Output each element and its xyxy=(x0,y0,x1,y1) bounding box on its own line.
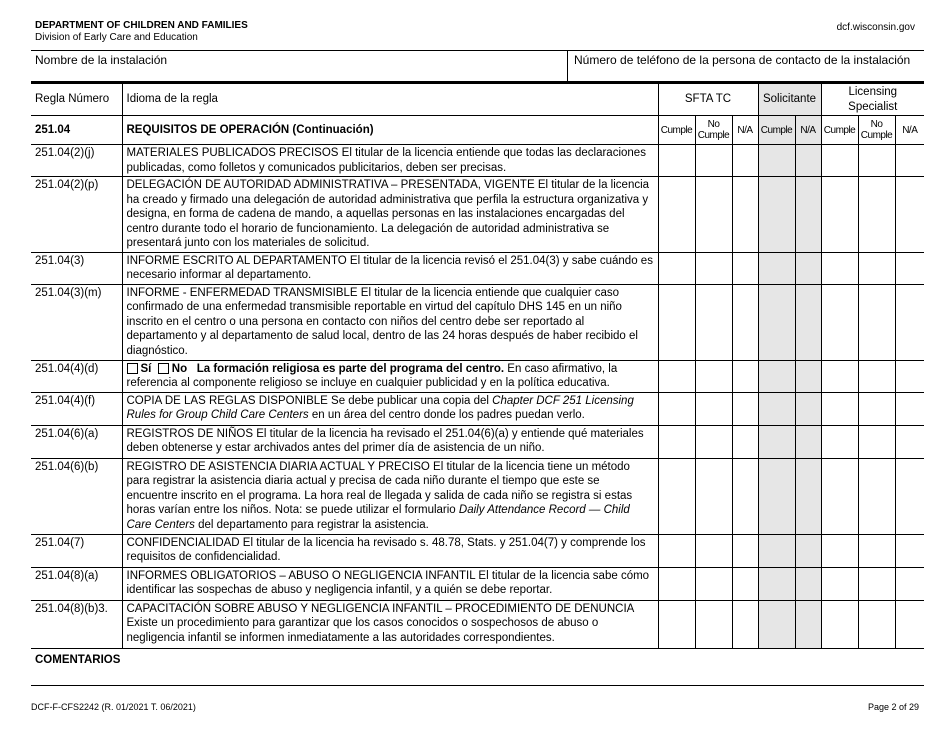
check-cell[interactable] xyxy=(658,567,695,600)
check-cell[interactable] xyxy=(658,360,695,392)
check-cell[interactable] xyxy=(658,177,695,253)
check-cell[interactable] xyxy=(858,145,895,177)
department-name: DEPARTMENT OF CHILDREN AND FAMILIES xyxy=(35,20,248,31)
sub-na: N/A xyxy=(895,116,924,145)
table-row xyxy=(31,600,924,648)
col-rule-language: Idioma de la regla xyxy=(122,84,658,116)
check-cell[interactable] xyxy=(732,360,758,392)
check-cell[interactable] xyxy=(895,284,924,360)
rule-number: 251.04(6)(a) xyxy=(31,425,122,458)
rule-text: DELEGACIÓN DE AUTORIDAD ADMINISTRATIVA – PRESENTADA, VIGENTE El titular de la licencia ha creado y firmado una delegación de autoridad administrativa que perfila la estructura organizativa y designa, en forma de cadena de mando, a aquellas personas en las instalaciones encargadas del centro durante todo el horario de funcionamiento. La delegación de autoridad administrativa se presentará junto con los materiales de solicitud. xyxy=(122,177,658,253)
table-row xyxy=(31,252,924,284)
check-cell[interactable] xyxy=(795,425,821,458)
check-cell[interactable] xyxy=(858,284,895,360)
table-row xyxy=(31,458,924,534)
table-row xyxy=(31,567,924,600)
check-cell[interactable] xyxy=(695,177,732,253)
check-cell[interactable] xyxy=(658,600,695,648)
table-row xyxy=(31,534,924,567)
check-cell[interactable] xyxy=(858,600,895,648)
division-name: Division of Early Care and Education xyxy=(35,32,198,43)
no-label: No xyxy=(171,362,188,375)
check-cell[interactable] xyxy=(858,534,895,567)
check-cell[interactable] xyxy=(658,252,695,284)
check-cell[interactable] xyxy=(758,252,795,284)
check-cell[interactable] xyxy=(795,145,821,177)
rule-text xyxy=(122,458,658,534)
check-cell[interactable] xyxy=(895,567,924,600)
si-checkbox[interactable] xyxy=(127,363,138,374)
sub-no-cumple: No Cumple xyxy=(695,116,732,145)
si-label: Sí xyxy=(140,362,152,375)
check-cell[interactable] xyxy=(895,458,924,534)
sub-cumple: Cumple xyxy=(758,116,795,145)
check-cell[interactable] xyxy=(758,567,795,600)
table-row xyxy=(31,425,924,458)
table-row xyxy=(31,177,924,253)
check-cell[interactable] xyxy=(795,600,821,648)
check-cell[interactable] xyxy=(758,534,795,567)
check-cell[interactable] xyxy=(821,145,858,177)
check-cell[interactable] xyxy=(821,600,858,648)
check-cell[interactable] xyxy=(795,177,821,253)
comments-label: COMENTARIOS xyxy=(35,654,121,666)
sub-cumple: Cumple xyxy=(658,116,695,145)
check-cell[interactable] xyxy=(658,284,695,360)
rule-text-italic: Chapter DCF 251 Licensing Rules for Group Child Care Centers xyxy=(126,394,634,421)
check-cell[interactable] xyxy=(732,600,758,648)
check-cell[interactable] xyxy=(732,567,758,600)
rule-text-italic: Daily Attendance Record — Child Care Centers xyxy=(126,504,630,531)
section-row xyxy=(31,116,924,145)
check-cell[interactable] xyxy=(658,392,695,425)
religious-detail: En caso afirmativo, la referencia al componente religioso se incluye en cualquier publicidad y en la política educativa. xyxy=(126,362,618,389)
check-cell[interactable] xyxy=(821,392,858,425)
table-row xyxy=(31,360,924,392)
check-cell[interactable] xyxy=(732,284,758,360)
check-cell[interactable] xyxy=(732,534,758,567)
check-cell[interactable] xyxy=(695,567,732,600)
facility-info-row xyxy=(31,50,924,83)
rule-text-part: COPIA DE LAS REGLAS DISPONIBLE Se debe publicar una copia del xyxy=(126,394,493,407)
check-cell[interactable] xyxy=(732,458,758,534)
check-cell[interactable] xyxy=(821,177,858,253)
check-cell[interactable] xyxy=(758,425,795,458)
check-cell[interactable] xyxy=(695,458,732,534)
rule-text-part: REGISTRO DE ASISTENCIA DIARIA ACTUAL Y PRECISO El titular de la licencia tiene un método para registrar la asistencia diaria actual y precisa de cada niño durante el tiempo que este se encuentre inscrito en el programa. La hora real de llegada y salida de cada niño se registra si estas horas varían entre los niños. Nota: se puede utilizar el formulario xyxy=(126,460,633,516)
check-cell[interactable] xyxy=(758,284,795,360)
rule-number: 251.04(3) xyxy=(31,252,122,284)
check-cell[interactable] xyxy=(895,600,924,648)
check-cell[interactable] xyxy=(695,534,732,567)
check-cell[interactable] xyxy=(858,252,895,284)
rule-number: 251.04(2)(p) xyxy=(31,177,122,253)
check-cell[interactable] xyxy=(695,145,732,177)
sub-no-cumple: No Cumple xyxy=(858,116,895,145)
section-title: REQUISITOS DE OPERACIÓN (Continuación) xyxy=(122,116,658,145)
check-cell[interactable] xyxy=(795,567,821,600)
col-rule-number: Regla Número xyxy=(31,84,122,116)
col-licensing-specialist: Licensing Specialist xyxy=(821,84,924,116)
check-cell[interactable] xyxy=(821,284,858,360)
check-cell[interactable] xyxy=(695,425,732,458)
check-cell[interactable] xyxy=(895,360,924,392)
rule-number: 251.04(4)(d) xyxy=(31,360,122,392)
check-cell[interactable] xyxy=(858,392,895,425)
check-cell[interactable] xyxy=(895,177,924,253)
table-row xyxy=(31,145,924,177)
rule-text: CAPACITACIÓN SOBRE ABUSO Y NEGLIGENCIA INFANTIL – PROCEDIMIENTO DE DENUNCIA Existe un procedimiento para garantizar que los casos conocidos o sospechosos de abuso o negligencia infantil se informen inmediatamente a las autoridades correspondientes. xyxy=(122,600,658,648)
check-cell[interactable] xyxy=(795,360,821,392)
check-cell[interactable] xyxy=(758,145,795,177)
check-cell[interactable] xyxy=(758,600,795,648)
check-cell[interactable] xyxy=(732,392,758,425)
check-cell[interactable] xyxy=(795,392,821,425)
sub-cumple: Cumple xyxy=(821,116,858,145)
check-cell[interactable] xyxy=(895,425,924,458)
rule-number: 251.04(7) xyxy=(31,534,122,567)
check-cell[interactable] xyxy=(795,284,821,360)
rule-number: 251.04(8)(a) xyxy=(31,567,122,600)
table-row xyxy=(31,284,924,360)
check-cell[interactable] xyxy=(658,534,695,567)
check-cell[interactable] xyxy=(732,145,758,177)
check-cell[interactable] xyxy=(658,458,695,534)
rule-text: CONFIDENCIALIDAD El titular de la licencia ha revisado s. 48.78, Stats. y 251.04(7) y comprende los requisitos de confidencialidad. xyxy=(122,534,658,567)
check-cell[interactable] xyxy=(895,392,924,425)
sub-na: N/A xyxy=(795,116,821,145)
check-cell[interactable] xyxy=(732,177,758,253)
website-text: dcf.wisconsin.gov xyxy=(836,22,915,33)
rule-number: 251.04(8)(b)3. xyxy=(31,600,122,648)
rule-number: 251.04(6)(b) xyxy=(31,458,122,534)
check-cell[interactable] xyxy=(858,425,895,458)
rule-text xyxy=(122,392,658,425)
rule-text: REGISTROS DE NIÑOS El titular de la licencia ha revisado el 251.04(6)(a) y entiende qué materiales deben obtenerse y estar archivados antes del primer día de asistencia de un niño. xyxy=(122,425,658,458)
check-cell[interactable] xyxy=(895,534,924,567)
rules-table xyxy=(31,83,924,649)
rule-text xyxy=(122,360,658,392)
check-cell[interactable] xyxy=(858,458,895,534)
check-cell[interactable] xyxy=(732,252,758,284)
sub-na: N/A xyxy=(732,116,758,145)
check-cell[interactable] xyxy=(821,534,858,567)
check-cell[interactable] xyxy=(858,177,895,253)
no-checkbox[interactable] xyxy=(158,363,169,374)
section-number: 251.04 xyxy=(31,116,122,145)
facility-phone-field[interactable]: Número de teléfono de la persona de contacto de la instalación xyxy=(574,53,911,67)
check-cell[interactable] xyxy=(658,145,695,177)
rule-text-part: en un área del centro donde los padres puedan verlo. xyxy=(308,409,585,421)
rule-number: 251.04(2)(j) xyxy=(31,145,122,177)
header-agency xyxy=(35,20,248,44)
check-cell[interactable] xyxy=(858,567,895,600)
facility-name-field[interactable]: Nombre de la instalación xyxy=(35,53,168,67)
check-cell[interactable] xyxy=(658,425,695,458)
check-cell[interactable] xyxy=(795,534,821,567)
rule-text: INFORMES OBLIGATORIOS – ABUSO O NEGLIGENCIA INFANTIL El titular de la licencia sabe cómo identificar las sospechas de abuso y negligencia infantil, y a quién se debe reportar. xyxy=(122,567,658,600)
check-cell[interactable] xyxy=(895,145,924,177)
check-cell[interactable] xyxy=(695,252,732,284)
page-number: Page 2 of 29 xyxy=(867,702,919,712)
check-cell[interactable] xyxy=(821,252,858,284)
rule-text-part: del departamento para registrar la asistencia. xyxy=(194,518,429,531)
rule-text: INFORME - ENFERMEDAD TRANSMISIBLE El titular de la licencia entiende que cualquier caso confirmado de una enfermedad transmisible reportable en virtud del capítulo DHS 145 en un niño inscrito en el centro o una persona en contacto con niños del centro debe ser reportado al departamento y al departamento de salud local, dentro de las 24 horas después de haber recibido el diagnóstico. xyxy=(122,284,658,360)
rule-number: 251.04(3)(m) xyxy=(31,284,122,360)
rule-number: 251.04(4)(f) xyxy=(31,392,122,425)
check-cell[interactable] xyxy=(732,425,758,458)
table-header-row xyxy=(31,84,924,116)
rule-text: MATERIALES PUBLICADOS PRECISOS El titular de la licencia entiende que todas las declaraciones publicadas, como folletos y comunicados publicitarios, deben ser precisas. xyxy=(122,145,658,177)
col-solicitante: Solicitante xyxy=(758,84,821,116)
check-cell[interactable] xyxy=(695,600,732,648)
check-cell[interactable] xyxy=(821,458,858,534)
check-cell[interactable] xyxy=(895,252,924,284)
check-cell[interactable] xyxy=(758,177,795,253)
check-cell[interactable] xyxy=(758,392,795,425)
check-cell[interactable] xyxy=(695,360,732,392)
check-cell[interactable] xyxy=(758,360,795,392)
divider xyxy=(567,51,568,82)
footer-divider xyxy=(31,685,924,686)
check-cell[interactable] xyxy=(821,360,858,392)
rule-text: INFORME ESCRITO AL DEPARTAMENTO El titular de la licencia revisó el 251.04(3) y sabe cuándo es necesario informar al departamento. xyxy=(122,252,658,284)
check-cell[interactable] xyxy=(821,425,858,458)
table-row xyxy=(31,392,924,425)
check-cell[interactable] xyxy=(795,458,821,534)
check-cell[interactable] xyxy=(695,284,732,360)
check-cell[interactable] xyxy=(795,252,821,284)
check-cell[interactable] xyxy=(758,458,795,534)
check-cell[interactable] xyxy=(858,360,895,392)
check-cell[interactable] xyxy=(695,392,732,425)
check-cell[interactable] xyxy=(821,567,858,600)
form-id: DCF-F-CFS2242 (R. 01/2021 T. 06/2021) xyxy=(31,702,196,712)
religious-question: La formación religiosa es parte del programa del centro. xyxy=(196,362,505,375)
col-sfta-tc: SFTA TC xyxy=(658,84,758,116)
